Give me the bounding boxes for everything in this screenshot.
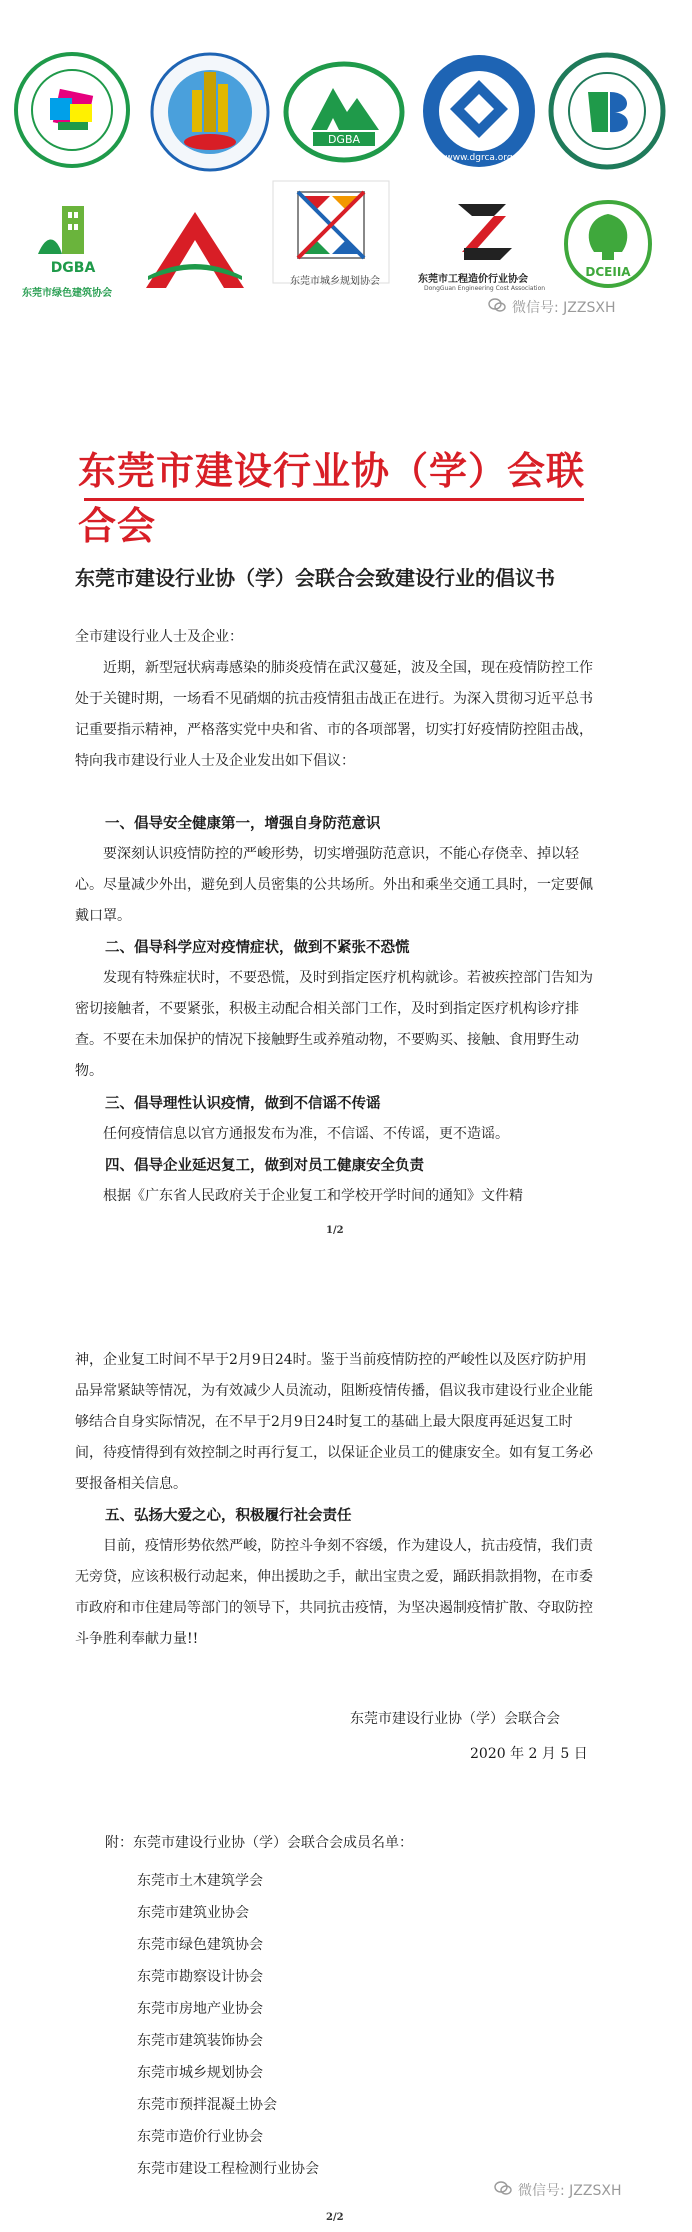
member-item: 东莞市建筑业协会: [137, 1905, 249, 1921]
member-item: 东莞市城乡规划协会: [137, 2065, 263, 2081]
civil-architecture-society-logo: [12, 50, 132, 170]
construction-industry-association-logo: [148, 50, 272, 174]
engineering-cost-caption: 东莞市工程造价行业协会: [418, 274, 528, 285]
decoration-association-logo: [548, 52, 666, 170]
urban-rural-planning-caption: 东莞市城乡规划协会: [290, 276, 380, 287]
salutation: 全市建设行业人士及企业：: [75, 629, 243, 645]
wechat-watermark-top: [488, 297, 615, 317]
date: 2020 年 2 月 5 日: [470, 1746, 588, 1762]
section-4-body-part2: 神，企业复工时间不早于2月9日24时。鉴于当前疫情防控的严峻性以及医疗防护用品异常紧缺等情况，为有效减少人员流动，阻断疫情传播，倡议我市建设行业企业能够结合自身实际情况，在不早于2月9日24时复工的基础上最大限度再延迟复工时间，待疫情得到有效控制之时再行复工，以保证企业员工的健康安全。如有复工务必要报备相关信息。: [75, 1352, 593, 1492]
section-4-body-part1: 根据《广东省人民政府关于企业复工和学校开学时间的通知》文件精: [103, 1188, 523, 1204]
section-5-heading: 五、弘扬大爱之心，积极履行社会责任: [105, 1507, 352, 1524]
section-1-body: 要深刻认识疫情防控的严峻形势，切实增强防范意识，不能心存侥幸、掉以轻心。尽量减少外出，避免到人员密集的公共场所。外出和乘坐交通工具时，一定要佩戴口罩。: [75, 846, 593, 924]
wechat-icon: [488, 298, 506, 316]
section-2-heading: 二、倡导科学应对疫情症状，做到不紧张不恐慌: [105, 939, 410, 956]
page-number-2: 2/2: [326, 2212, 344, 2223]
wechat-id-text: 微信号: JZZSXH: [518, 2183, 622, 2199]
section-3-heading: 三、倡导理性认识疫情，做到不信谣不传谣: [105, 1095, 381, 1112]
appendix-label: 附：东莞市建设行业协（学）会联合会成员名单：: [105, 1835, 413, 1851]
member-item: 东莞市预拌混凝土协会: [137, 2097, 277, 2113]
engineering-cost-association-logo: [450, 198, 520, 264]
dceiia-text: DCEIIA: [585, 265, 631, 279]
section-3-body: 任何疫情信息以官方通报发布为准，不信谣、不传谣，更不造谣。: [103, 1126, 509, 1142]
document-title: 东莞市建设行业协（学）会联合会致建设行业的倡议书: [75, 566, 555, 590]
page-number-1: 1/2: [326, 1225, 344, 1236]
dgrea-logo: [283, 60, 405, 164]
engineering-cost-subcaption: DongGuan Engineering Cost Association: [424, 285, 546, 292]
signature: 东莞市建设行业协（学）会联合会: [350, 1711, 560, 1727]
wechat-watermark-bottom: [494, 2180, 621, 2200]
banner-divider: [84, 498, 584, 501]
member-item: 东莞市房地产业协会: [137, 2001, 263, 2017]
member-item: 东莞市造价行业协会: [137, 2129, 263, 2145]
section-1-heading: 一、倡导安全健康第一，增强自身防范意识: [105, 815, 381, 832]
dgba-logo: [28, 200, 118, 276]
member-item: 东莞市绿色建筑协会: [137, 1937, 263, 1953]
section-4-heading: 四、倡导企业延迟复工，做到对员工健康安全负责: [105, 1157, 424, 1174]
wechat-icon: [494, 2181, 512, 2199]
member-item: 东莞市勘察设计协会: [137, 1969, 263, 1985]
member-item: 东莞市建设工程检测行业协会: [137, 2161, 319, 2177]
concrete-url-text: www.dgrca.org: [445, 153, 513, 163]
a-letter-logo: [140, 210, 250, 290]
dgba-text: DGBA: [50, 260, 96, 276]
urban-rural-planning-logo: [272, 180, 390, 284]
section-5-body: 目前，疫情形势依然严峻，防控斗争刻不容缓，作为建设人，抗击疫情，我们责无旁贷，应该积极行动起来，伸出援助之手，献出宝贵之爱，踊跃捐款捐物，在市委市政府和市住建局等部门的领导下，共同抗击疫情，为坚决遏制疫情扩散、夺取防控斗争胜利奉献力量!!: [75, 1538, 593, 1647]
member-item: 东莞市土木建筑学会: [137, 1873, 263, 1889]
federation-banner-title: 东莞市建设行业协（学）会联合会: [78, 448, 586, 548]
ready-mixed-concrete-association-logo: [420, 52, 538, 170]
dgrea-text: DGBA: [327, 133, 361, 146]
wechat-id-text: 微信号: JZZSXH: [512, 300, 616, 316]
dceiia-logo: [558, 194, 658, 294]
section-2-body: 发现有特殊症状时，不要恐慌，及时到指定医疗机构就诊。若被疾控部门告知为密切接触者，不要紧张，积极主动配合相关部门工作，及时到指定医疗机构诊疗排查。不要在未加保护的情况下接触野生或养殖动物，不要购买、接触、食用野生动物。: [75, 970, 593, 1079]
member-list: [137, 1865, 319, 2185]
dgba-caption: 东莞市绿色建筑协会: [22, 288, 112, 299]
intro-paragraph: 近期，新型冠状病毒感染的肺炎疫情在武汉蔓延，波及全国，现在疫情防控工作处于关键时期，一场看不见硝烟的抗击疫情狙击战正在进行。为深入贯彻习近平总书记重要指示精神，严格落实党中央和省、市的各项部署，切实打好疫情防控阻击战，特向我市建设行业人士及企业发出如下倡议：: [75, 660, 593, 769]
member-item: 东莞市建筑装饰协会: [137, 2033, 263, 2049]
